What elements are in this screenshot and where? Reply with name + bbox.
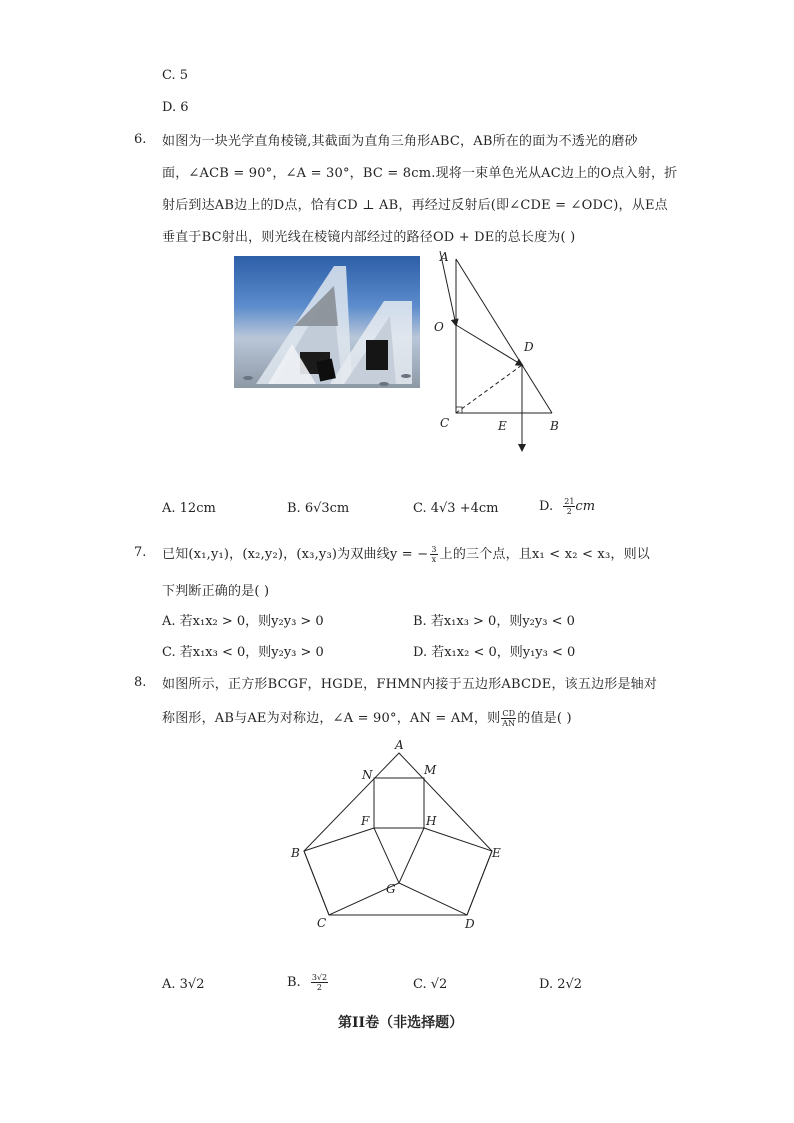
q8-option-c: C. √2	[413, 977, 448, 992]
q6-option-d-numerator: 21	[564, 497, 575, 506]
q7-fraction-numerator: 3	[431, 545, 437, 554]
q8-fraction	[501, 709, 516, 728]
question-8-line-2-tail: 的值是( )	[517, 711, 572, 726]
prism-photo-illustration	[234, 256, 420, 388]
q8-fraction-numerator: CD	[502, 709, 516, 718]
question-7-line-1	[162, 543, 650, 564]
label-c: C	[440, 416, 450, 430]
question-8-number: 8.	[134, 675, 147, 690]
question-7-line-1-tail: 上的三个点，且x₁ < x₂ < x₃，则以	[439, 547, 650, 562]
q8-option-d: D. 2√2	[539, 977, 583, 992]
square-bcgf	[304, 828, 399, 915]
question-7-line-2: 下判断正确的是( )	[162, 584, 270, 599]
label-d: D	[465, 917, 475, 931]
edge-ab	[456, 259, 552, 413]
q7-option-d: D. 若x₁x₂ < 0，则y₁y₃ < 0	[413, 645, 576, 660]
triangle-diagram	[430, 245, 570, 460]
q6-option-d-unit: cm	[575, 499, 596, 514]
label-a: A	[395, 738, 404, 752]
question-6-number: 6.	[134, 132, 147, 147]
q8-option-b-fraction	[311, 973, 328, 992]
q8-fraction-denominator: AN	[502, 719, 516, 728]
question-6-line-2: 面，∠ACB = 90°，∠A = 30°，BC = 8cm.现将一束单色光从AC边上的O点入射，折	[162, 166, 678, 181]
pentagon-diagram	[285, 735, 515, 935]
q8-option-b-prefix: B.	[287, 975, 301, 990]
q6-option-d-fraction	[563, 497, 575, 516]
q6-option-c: C. 4√3 +4cm	[413, 501, 499, 516]
dashed-cd	[456, 365, 522, 413]
q6-option-d	[539, 497, 595, 516]
question-6-line-1: 如图为一块光学直角棱镜,其截面为直角三角形ABC，AB所在的面为不透光的磨砂	[162, 134, 638, 149]
q7-option-c: C. 若x₁x₃ < 0，则y₂y₃ > 0	[162, 645, 324, 660]
q7-option-a: A. 若x₁x₂ > 0，则y₂y₃ > 0	[162, 614, 324, 629]
q6-option-d-denominator: 2	[566, 507, 572, 516]
q8-option-b-numerator: 3√2	[311, 973, 328, 982]
label-d: D	[524, 340, 534, 354]
q8-option-b	[287, 973, 328, 992]
label-c: C	[317, 916, 327, 930]
label-n: N	[362, 768, 373, 782]
option-c-prev: C. 5	[162, 68, 189, 83]
q8-option-b-denominator: 2	[316, 983, 323, 992]
q8-option-a: A. 3√2	[162, 977, 205, 992]
question-6-line-4: 垂直于BC射出，则光线在棱镜内部经过的路径OD + DE的总长度为( )	[162, 230, 576, 245]
label-o: O	[434, 320, 444, 334]
section-title: 第II卷（非选择题）	[338, 1015, 464, 1031]
q6-option-b: B. 6√3cm	[287, 501, 350, 516]
question-8-line-2	[162, 707, 572, 728]
ray-od	[456, 325, 522, 365]
q7-option-b: B. 若x₁x₃ > 0，则y₂y₃ < 0	[413, 614, 575, 629]
q6-option-d-prefix: D.	[539, 499, 554, 514]
question-7-number: 7.	[134, 545, 147, 560]
q7-fraction-denominator: x	[431, 555, 437, 564]
label-e: E	[492, 846, 501, 860]
square-fhmn	[374, 778, 424, 828]
option-d-prev: D. 6	[162, 100, 189, 115]
label-a: A	[440, 250, 449, 264]
question-6-line-3: 射后到达AB边上的D点，恰有CD ⊥ AB，再经过反射后(即∠CDE = ∠ODC)，从E点	[162, 198, 668, 213]
label-b: B	[550, 419, 559, 433]
square-hgde	[399, 828, 492, 915]
question-8-line-2-head: 称图形，AB与AE为对称边，∠A = 90°，AN = AM，则	[162, 711, 501, 726]
label-e: E	[498, 419, 507, 433]
prism-photo	[234, 256, 420, 388]
q7-fraction	[430, 545, 437, 564]
q6-option-a: A. 12cm	[162, 501, 216, 516]
label-m: M	[424, 763, 437, 777]
label-b: B	[291, 846, 300, 860]
label-h: H	[426, 814, 437, 828]
label-f: F	[361, 814, 370, 828]
question-8-line-1: 如图所示，正方形BCGF，HGDE，FHMN内接于五边形ABCDE，该五边形是轴对	[162, 677, 658, 692]
pentagon-abcde	[304, 753, 492, 915]
question-7-line-1-head: 已知(x₁,y₁)，(x₂,y₂)，(x₃,y₃)为双曲线y = −	[162, 547, 429, 562]
label-g: G	[386, 882, 396, 896]
